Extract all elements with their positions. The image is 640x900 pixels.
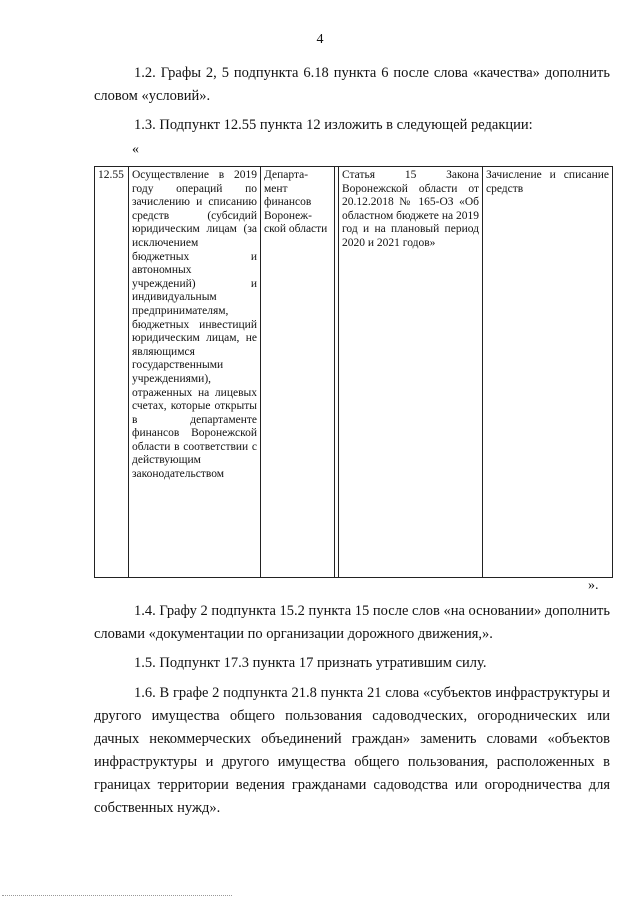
cell-number: 12.55: [95, 167, 129, 578]
scan-artifact-line: [2, 893, 232, 896]
cell-type: Зачисление и списание средств: [483, 167, 613, 578]
cell-operation: Осуществление в 2019 году операций по зачислению и списанию средств (субсидий юридическим лицам (за исключением бюджетных и автономных учреждений) и индивидуальным предпринимателям, бюджетных инвестиций юридическим лицам, не являющимся государственными учреждениями), отраженных на лицевых счетах, которые открыты в департаменте финансов Воронежской области в соответствии с действующим законодательством: [129, 167, 261, 578]
table-row: [95, 167, 613, 578]
opening-quote: «: [132, 142, 139, 157]
cell-basis: Статья 15 Закона Воронежской области от 20.12.2018 № 165-ОЗ «Об областном бюджете на 2019 год и на плановый период 2020 и 2021 годов»: [339, 167, 483, 578]
closing-quote: ».: [588, 578, 599, 593]
amendment-table: [94, 166, 613, 578]
paragraph-1-3: 1.3. Подпункт 12.55 пункта 12 изложить в следующей редакции:: [134, 117, 533, 133]
page-number: 4: [316, 32, 324, 47]
paragraph-1-5: 1.5. Подпункт 17.3 пункта 17 признать утратившим силу.: [134, 655, 487, 671]
paragraph-1-2: 1.2. Графы 2, 5 подпункта 6.18 пункта 6 после слова «качества» дополнить словом «условий».: [94, 65, 610, 104]
paragraph-1-6: 1.6. В графе 2 подпункта 21.8 пункта 21 слова «субъектов инфраструктуры и другого имущества общего пользования садоводческих, огороднических или дачных некоммерческих объединений граждан» заменить словами «объектов инфраструктуры и другого имущества общего пользования, расположенных в границах территории ведения гражданами садоводства или огородничества для собственных нужд».: [94, 685, 610, 816]
cell-department: Департа-мент финансов Воронеж-ской области: [261, 167, 335, 578]
paragraph-1-4: 1.4. Графу 2 подпункта 15.2 пункта 15 после слов «на основании» дополнить словами «документации по организации дорожного движения,».: [94, 603, 610, 642]
